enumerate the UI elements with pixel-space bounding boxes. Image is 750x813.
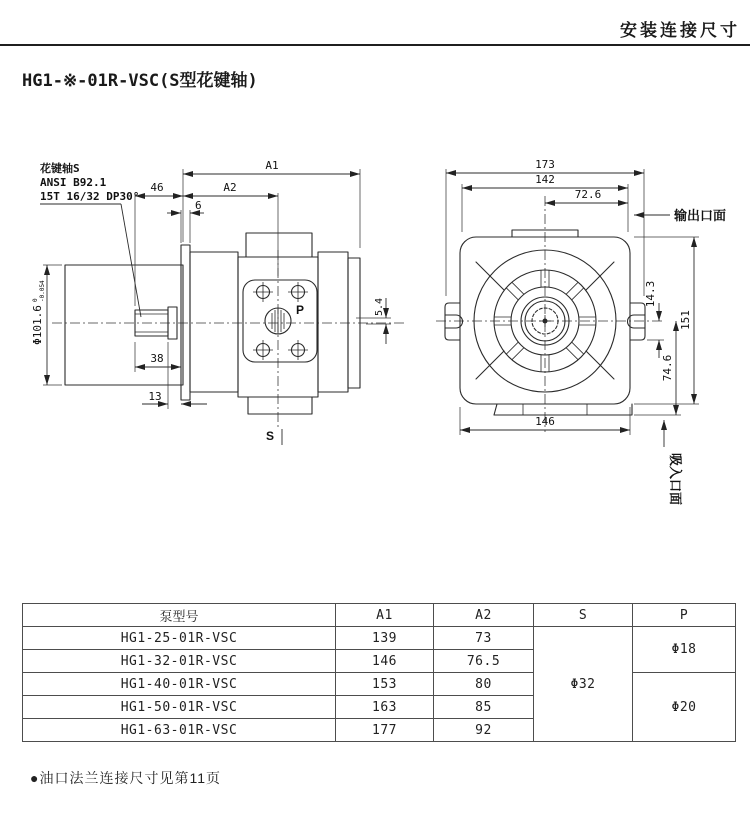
top-tab: [246, 233, 312, 257]
cell-a1: 177: [336, 719, 434, 742]
inlet-face-callout: [664, 420, 683, 505]
port-label-p: P: [296, 303, 305, 317]
dim-6: [167, 199, 204, 243]
cell-p-small: Φ18: [633, 627, 736, 673]
svg-text:-0.054: -0.054: [39, 280, 46, 302]
dim-72-6: [545, 188, 628, 203]
svg-text:173: 173: [535, 158, 555, 171]
svg-text:5.4: 5.4: [374, 297, 385, 317]
cell-s-merged: Φ32: [534, 627, 633, 742]
cell-p-large: Φ20: [633, 673, 736, 742]
svg-text:142: 142: [535, 173, 555, 186]
svg-text:74.6: 74.6: [661, 354, 674, 382]
cell-a2: 76.5: [434, 650, 534, 673]
cell-a1: 153: [336, 673, 434, 696]
col-header-a1: A1: [336, 604, 434, 627]
cell-a2: 92: [434, 719, 534, 742]
bottom-foot: [494, 404, 632, 415]
port-label-s: S: [266, 429, 275, 443]
svg-text:13: 13: [148, 390, 162, 403]
p-port: [265, 308, 291, 334]
pump-side-body: [65, 233, 360, 414]
spline-note-line3: 15T 16/32 DP30°: [40, 190, 140, 203]
page-header: 安装连接尺寸: [620, 21, 740, 40]
spline-note-line2: ANSI B92.1: [40, 176, 107, 189]
col-header-p: P: [633, 604, 736, 627]
svg-text:Φ101.6: Φ101.6: [31, 305, 44, 345]
cell-model: HG1-50-01R-VSC: [23, 696, 336, 719]
dim-dia-101-6: [31, 265, 62, 385]
svg-text:14.3: 14.3: [644, 280, 657, 308]
inlet-face-label: 吸入口面: [668, 453, 683, 506]
dim-74-6: [634, 321, 681, 415]
cell-model: HG1-25-01R-VSC: [23, 627, 336, 650]
spline-annotation: [39, 161, 141, 317]
svg-text:46: 46: [150, 181, 164, 194]
col-header-s: S: [534, 604, 633, 627]
mounting-plate: [181, 245, 190, 400]
col-header-a2: A2: [434, 604, 534, 627]
table-row: [23, 627, 736, 650]
dim-a1: [183, 159, 360, 248]
page-title: HG1-※-01R-VSC(S型花键轴): [22, 71, 258, 91]
front-housing: [190, 252, 238, 392]
outlet-face-label: 输出口面: [674, 208, 727, 223]
spline-note-line1: 花键轴S: [40, 162, 80, 175]
svg-text:72.6: 72.6: [574, 188, 602, 201]
dim-38: [135, 342, 181, 372]
cell-a2: 85: [434, 696, 534, 719]
bolt-holes: [253, 282, 308, 360]
rear-housing: [318, 252, 348, 392]
cell-model: HG1-63-01R-VSC: [23, 719, 336, 742]
cell-a1: 163: [336, 696, 434, 719]
col-header-model: 泵型号: [23, 604, 336, 627]
outlet-face-callout: [634, 208, 726, 223]
svg-text:A2: A2: [223, 181, 237, 194]
dim-a2: [183, 181, 278, 276]
cell-a2: 80: [434, 673, 534, 696]
dimension-table: [22, 603, 736, 742]
svg-text:6: 6: [195, 199, 202, 212]
dim-46: [135, 181, 183, 306]
side-view-drawing: [20, 150, 420, 480]
svg-text:38: 38: [150, 352, 164, 365]
svg-text:A1: A1: [265, 159, 279, 172]
cell-a1: 139: [336, 627, 434, 650]
dim-5-4: [356, 298, 391, 344]
cell-model: HG1-32-01R-VSC: [23, 650, 336, 673]
svg-text:151: 151: [679, 310, 692, 330]
cell-model: HG1-40-01R-VSC: [23, 673, 336, 696]
bottom-tab: [248, 397, 312, 414]
footnote: ●油口法兰连接尺寸见第11页: [30, 770, 221, 786]
spline-leader-line: [121, 204, 141, 317]
cell-a2: 73: [434, 627, 534, 650]
front-view-drawing: [420, 150, 750, 520]
svg-text:0: 0: [32, 298, 39, 302]
svg-text:146: 146: [535, 415, 555, 428]
dim-14-3: [644, 281, 664, 358]
table-header-row: [23, 604, 736, 627]
cell-a1: 146: [336, 650, 434, 673]
header-rule: [0, 44, 750, 46]
